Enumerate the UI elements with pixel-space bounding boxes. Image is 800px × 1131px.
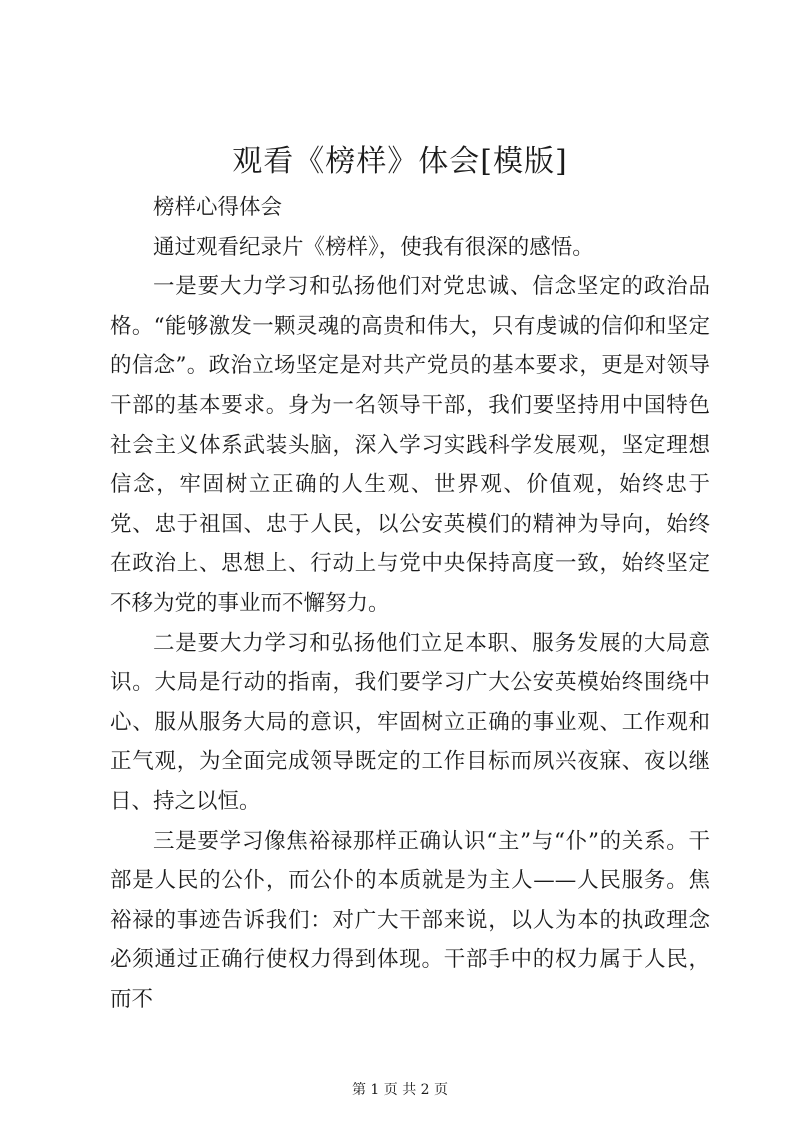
document-body [110, 188, 710, 1019]
paragraph-subtitle: 榜样心得体会 [153, 195, 283, 220]
paragraph-point-two: 二是要大力学习和弘扬他们立足本职、服务发展的大局意识。大局是行动的指南，我们要学习广大公安英模始终围绕中心、服从服务大局的意识，牢固树立正确的事业观、工作观和正气观，为全面完成领导既定的工作目标而夙兴夜寐、夜以继日、持之以恒。 [110, 630, 710, 814]
document-title: 观看《榜样》体会[模版] [232, 144, 568, 179]
paragraph-point-three: 三是要学习像焦裕禄那样正确认识“主”与“仆”的关系。干部是人民的公仆，而公仆的本质就是为主人——人民服务。焦裕禄的事迹告诉我们：对广大干部来说，以人为本的执政理念必须通过正确行使权力得到体现。干部手中的权力属于人民，而不 [110, 828, 710, 1012]
paragraph-intro: 通过观看纪录片《榜样》，使我有很深的感悟。 [153, 234, 594, 260]
paragraph-point-one: 一是要大力学习和弘扬他们对党忠诚、信念坚定的政治品格。“能够激发一颗灵魂的高贵和伟大，只有虔诚的信仰和坚定的信念”。政治立场坚定是对共产党员的基本要求，更是对领导干部的基本要求。身为一名领导干部，我们要坚持用中国特色社会主义体系武装头脑，深入学习实践科学发展观，坚定理想信念，牢固树立正确的人生观、世界观、价值观，始终忠于党、忠于祖国、忠于人民，以公安英模们的精神为导向，始终在政治上、思想上、行动上与党中央保持高度一致，始终坚定不移为党的事业而不懈努力。 [110, 274, 710, 616]
page-footer: 第 1 页 共 2 页 [351, 1082, 449, 1098]
